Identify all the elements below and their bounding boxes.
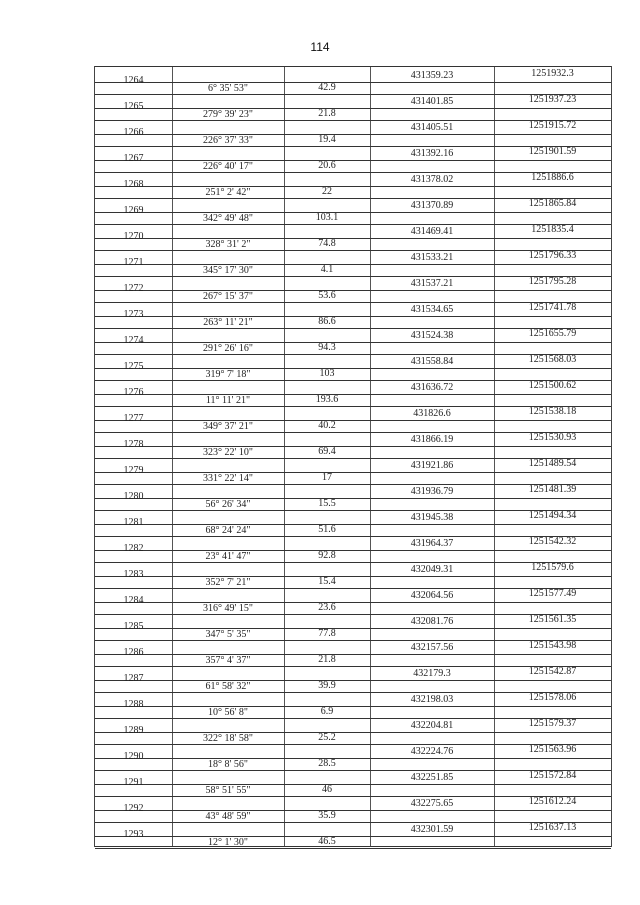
bearing-angle: 43° 48' 59" [205,811,251,822]
segment-distance: 46 [322,784,332,795]
coordinate-y: 1251481.39 [528,484,577,495]
bearing-angle: 319° 7' 18" [205,369,251,380]
coordinate-x: 432251.85 [410,772,454,783]
bearing-angle: 6° 35' 53" [208,83,248,94]
bearing-angle: 345° 17' 30" [203,265,253,276]
point-number: 1293 [123,829,144,840]
point-number: 1280 [123,491,144,502]
coordinate-x: 431826.6 [413,408,451,419]
coordinate-x: 431558.84 [410,356,454,367]
point-number: 1288 [123,699,144,710]
point-number: 1278 [123,439,144,450]
bearing-angle: 58° 51' 55" [205,785,251,796]
coordinate-y: 1251542.87 [528,666,577,677]
point-number: 1290 [123,751,144,762]
point-number: 1287 [123,673,144,684]
segment-distance: 103 [319,368,335,379]
bearing-angle: 347° 5' 35" [205,629,251,640]
point-number: 1277 [123,413,144,424]
coordinate-x: 432224.76 [410,746,454,757]
coordinate-x: 431359.23 [410,70,454,81]
point-number: 1279 [123,465,144,476]
point-number: 1292 [123,803,144,814]
coordinate-y: 1251901.59 [528,146,577,157]
bearing-angle: 331° 22' 14" [203,473,253,484]
segment-distance: 21.8 [318,654,336,665]
coordinate-x: 431392.16 [410,148,454,159]
coordinate-x: 432049.31 [410,564,454,575]
point-number: 1275 [123,361,144,372]
coordinate-y: 1251579.6 [531,562,574,573]
coordinate-x: 432157.56 [410,642,454,653]
bearing-angle: 357° 4' 37" [205,655,251,666]
bearing-angle: 56° 26' 34" [205,499,251,510]
segment-distance: 103.1 [315,212,339,223]
coordinate-x: 431936.79 [410,486,454,497]
bearing-angle: 316° 49' 15" [203,603,253,614]
coordinate-y: 1251578.06 [528,692,577,703]
bearing-angle: 349° 37' 21" [203,421,253,432]
point-number: 1285 [123,621,144,632]
coordinate-x: 431370.89 [410,200,454,211]
row-rule [95,66,611,67]
coordinate-y: 1251865.84 [528,198,577,209]
segment-distance: 94.3 [318,342,336,353]
segment-distance: 20.6 [318,160,336,171]
coordinate-x: 431401.85 [410,96,454,107]
point-number: 1264 [123,75,144,86]
coordinate-x: 432179.3 [413,668,451,679]
bearing-angle: 18° 8' 56" [208,759,248,770]
bearing-angle: 68° 24' 24" [205,525,251,536]
coordinate-x: 432301.59 [410,824,454,835]
coordinate-y: 1251577.49 [528,588,577,599]
segment-distance: 51.6 [318,524,336,535]
coordinate-y: 1251561.35 [528,614,577,625]
bearing-angle: 267° 15' 37" [203,291,253,302]
point-number: 1265 [123,101,144,112]
point-number: 1269 [123,205,144,216]
coordinate-y: 1251494.34 [528,510,577,521]
point-number: 1272 [123,283,144,294]
segment-distance: 17 [322,472,332,483]
coordinate-y: 1251932.3 [531,68,574,79]
coordinate-y: 1251795.28 [528,276,577,287]
bearing-angle: 279° 39' 23" [203,109,253,120]
point-number: 1286 [123,647,144,658]
coordinate-y: 1251543.98 [528,640,577,651]
coordinate-y: 1251612.24 [528,796,577,807]
coordinate-x: 432081.76 [410,616,454,627]
bearing-angle: 12° 1' 30" [208,837,248,848]
bearing-angle: 11° 11' 21" [205,395,251,406]
coordinate-y: 1251937.23 [528,94,577,105]
coordinate-y: 1251489.54 [528,458,577,469]
segment-distance: 77.8 [318,628,336,639]
coordinate-x: 431537.21 [410,278,454,289]
coordinate-x: 431534.65 [410,304,454,315]
coordinate-x: 431945.38 [410,512,454,523]
bearing-angle: 61° 58' 32" [205,681,251,692]
coordinate-y: 1251538.18 [528,406,577,417]
coordinate-x: 432275.65 [410,798,454,809]
point-number: 1291 [123,777,144,788]
segment-distance: 19.4 [318,134,336,145]
point-number: 1266 [123,127,144,138]
bearing-angle: 342° 49' 48" [203,213,253,224]
bearing-angle: 10° 56' 8" [208,707,248,718]
coordinate-y: 1251563.96 [528,744,577,755]
segment-distance: 69.4 [318,446,336,457]
segment-distance: 53.6 [318,290,336,301]
point-number: 1289 [123,725,144,736]
point-number: 1281 [123,517,144,528]
coordinate-y: 1251741.78 [528,302,577,313]
coordinate-x: 431964.37 [410,538,454,549]
segment-distance: 39.9 [318,680,336,691]
coordinate-y: 1251572.84 [528,770,577,781]
coordinate-y: 1251530.93 [528,432,577,443]
coordinate-x: 432198.03 [410,694,454,705]
segment-distance: 193.6 [315,394,339,405]
segment-distance: 22 [322,186,332,197]
point-number: 1284 [123,595,144,606]
segment-distance: 35.9 [318,810,336,821]
coordinate-y: 1251655.79 [528,328,577,339]
coordinate-x: 431524.38 [410,330,454,341]
point-number: 1268 [123,179,144,190]
coordinate-y: 1251796.33 [528,250,577,261]
segment-distance: 25.2 [318,732,336,743]
point-number: 1276 [123,387,144,398]
point-number: 1273 [123,309,144,320]
segment-distance: 28.5 [318,758,336,769]
segment-distance: 46.5 [318,836,336,847]
segment-distance: 6.9 [320,706,334,717]
coordinate-x: 431405.51 [410,122,454,133]
point-number: 1274 [123,335,144,346]
coordinate-x: 431866.19 [410,434,454,445]
segment-distance: 40.2 [318,420,336,431]
bearing-angle: 328° 31' 2" [205,239,251,250]
point-number: 1283 [123,569,144,580]
coordinate-x: 432204.81 [410,720,454,731]
coordinate-y: 1251500.62 [528,380,577,391]
segment-distance: 21.8 [318,108,336,119]
bearing-angle: 352° 7' 21" [205,577,251,588]
bearing-angle: 226° 40' 17" [203,161,253,172]
segment-distance: 15.4 [318,576,336,587]
bearing-angle: 263° 11' 21" [203,317,253,328]
segment-distance: 74.8 [318,238,336,249]
coordinate-y: 1251568.03 [528,354,577,365]
coordinate-y: 1251542.32 [528,536,577,547]
segment-distance: 42.9 [318,82,336,93]
bearing-angle: 291° 26' 16" [203,343,253,354]
coordinate-table [94,66,612,847]
bearing-angle: 23° 41' 47" [205,551,251,562]
coordinate-x: 431469.41 [410,226,454,237]
coordinate-y: 1251886.6 [531,172,574,183]
coordinate-x: 431636.72 [410,382,454,393]
segment-distance: 4.1 [320,264,334,275]
bearing-angle: 322° 18' 58" [203,733,253,744]
bearing-angle: 251° 2' 42" [205,187,251,198]
page-number: 114 [310,40,330,54]
bearing-angle: 323° 22' 10" [203,447,253,458]
coordinate-x: 431533.21 [410,252,454,263]
segment-distance: 23.6 [318,602,336,613]
coordinate-y: 1251637.13 [528,822,577,833]
segment-distance: 15.5 [318,498,336,509]
coordinate-x: 432064.56 [410,590,454,601]
point-number: 1282 [123,543,144,554]
point-number: 1270 [123,231,144,242]
coordinate-y: 1251915.72 [528,120,577,131]
coordinate-x: 431921.86 [410,460,454,471]
bearing-angle: 226° 37' 33" [203,135,253,146]
segment-distance: 86.6 [318,316,336,327]
point-number: 1267 [123,153,144,164]
coordinate-y: 1251579.37 [528,718,577,729]
coordinate-x: 431378.02 [410,174,454,185]
coordinate-y: 1251835.4 [531,224,574,235]
segment-distance: 92.8 [318,550,336,561]
point-number: 1271 [123,257,144,268]
